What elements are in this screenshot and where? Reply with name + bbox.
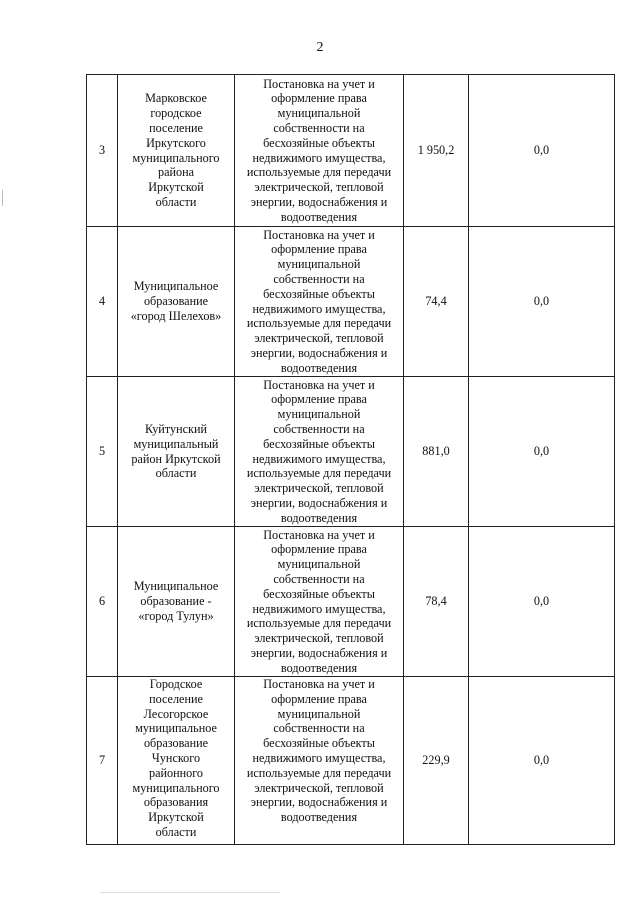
table-row <box>87 377 615 527</box>
second-amount-cell: 0,0 <box>469 677 615 845</box>
second-amount-cell: 0,0 <box>469 227 615 377</box>
amount-cell: 881,0 <box>404 377 469 527</box>
action-cell: Постановка на учет и оформление права муниципальной собственности на бесхозяйные объекты недвижимого имущества, используемые для передачи электрической, тепловой энергии, водоснабжения и водоотведения <box>235 527 404 677</box>
second-amount-cell: 0,0 <box>469 75 615 227</box>
municipality-cell: Куйтунский муниципальный район Иркутской области <box>118 377 235 527</box>
action-cell: Постановка на учет и оформление права муниципальной собственности на бесхозяйные объекты недвижимого имущества, используемые для передачи электрической, тепловой энергии, водоснабжения и водоотведения <box>235 377 404 527</box>
table-row <box>87 527 615 677</box>
row-number: 6 <box>87 527 118 677</box>
row-number: 4 <box>87 227 118 377</box>
row-number: 3 <box>87 75 118 227</box>
municipality-cell: Муниципальное образование - «город Тулун» <box>118 527 235 677</box>
amount-cell: 229,9 <box>404 677 469 845</box>
table-row <box>87 677 615 845</box>
amount-cell: 1 950,2 <box>404 75 469 227</box>
municipality-cell: Марковское городское поселение Иркутского муниципального района Иркутской области <box>118 75 235 227</box>
action-cell: Постановка на учет и оформление права муниципальной собственности на бесхозяйные объекты недвижимого имущества, используемые для передачи электрической, тепловой энергии, водоснабжения и водоотведения <box>235 227 404 377</box>
scan-artifact <box>2 190 3 206</box>
row-number: 7 <box>87 677 118 845</box>
municipality-cell: Городское поселение Лесогорское муниципальное образование Чунского районного муниципального образования Иркутской области <box>118 677 235 845</box>
action-cell: Постановка на учет и оформление права муниципальной собственности на бесхозяйные объекты недвижимого имущества, используемые для передачи электрической, тепловой энергии, водоснабжения и водоотведения <box>235 677 404 845</box>
second-amount-cell: 0,0 <box>469 527 615 677</box>
data-table <box>86 74 615 845</box>
action-cell: Постановка на учет и оформление права муниципальной собственности на бесхозяйные объекты недвижимого имущества, используемые для передачи электрической, тепловой энергии, водоснабжения и водоотведения <box>235 75 404 227</box>
municipality-cell: Муниципальное образование «город Шелехов» <box>118 227 235 377</box>
table-row <box>87 227 615 377</box>
amount-cell: 74,4 <box>404 227 469 377</box>
table-row <box>87 75 615 227</box>
second-amount-cell: 0,0 <box>469 377 615 527</box>
amount-cell: 78,4 <box>404 527 469 677</box>
scan-artifact <box>100 892 280 893</box>
row-number: 5 <box>87 377 118 527</box>
page-number: 2 <box>316 40 324 55</box>
